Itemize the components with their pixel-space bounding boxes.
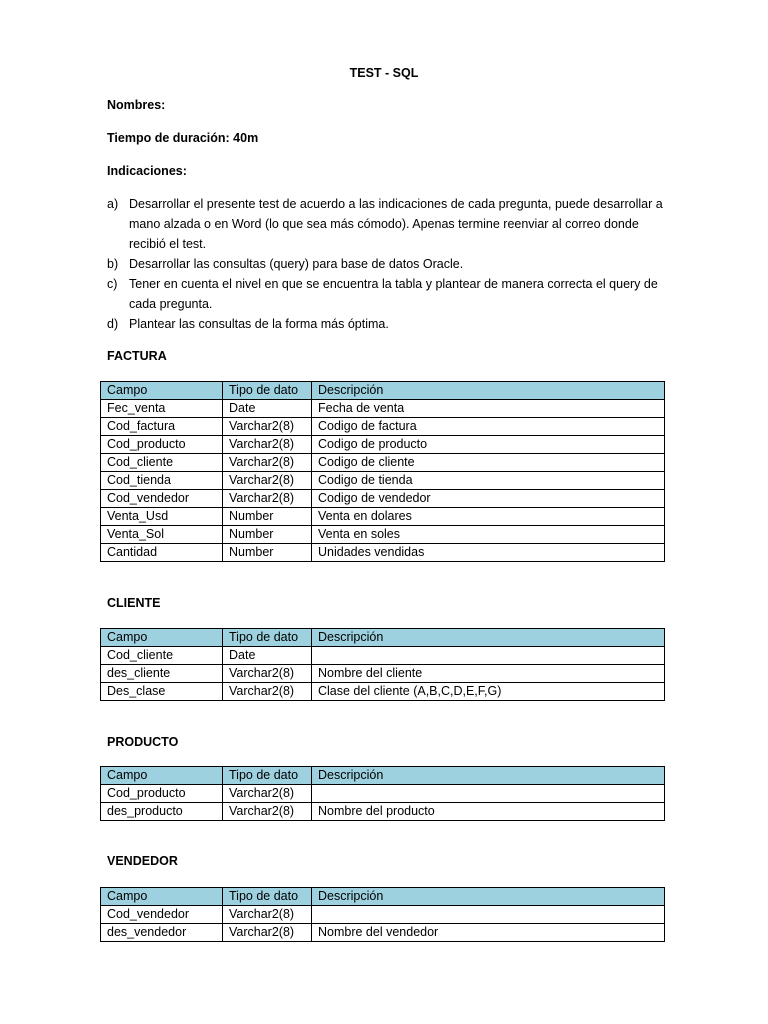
header-campo: Campo: [101, 629, 223, 647]
cell-tipo: Varchar2(8): [223, 490, 312, 508]
cell-campo: des_vendedor: [101, 924, 223, 942]
instruction-text: Plantear las consultas de la forma más óptima.: [129, 317, 389, 331]
cell-campo: Cod_vendedor: [101, 906, 223, 924]
cliente-title: CLIENTE: [107, 596, 161, 610]
factura-title: FACTURA: [107, 349, 167, 363]
table-row: [101, 803, 665, 821]
instruction-marker: b): [107, 257, 119, 271]
producto-title: PRODUCTO: [107, 735, 179, 749]
cell-descripcion: Nombre del vendedor: [312, 924, 665, 942]
header-campo: Campo: [101, 382, 223, 400]
cell-campo: Cod_cliente: [101, 647, 223, 665]
instruction-item: [107, 254, 667, 274]
cell-descripcion: Clase del cliente (A,B,C,D,E,F,G): [312, 683, 665, 701]
cell-descripcion: [312, 906, 665, 924]
instruction-marker: a): [107, 197, 119, 211]
cell-campo: Fec_venta: [101, 400, 223, 418]
cell-tipo: Number: [223, 544, 312, 562]
cell-tipo: Varchar2(8): [223, 472, 312, 490]
cell-campo: des_cliente: [101, 665, 223, 683]
cell-descripcion: Fecha de venta: [312, 400, 665, 418]
cell-tipo: Varchar2(8): [223, 785, 312, 803]
header-tipo: Tipo de dato: [223, 767, 312, 785]
instruction-text: Tener en cuenta el nivel en que se encuentra la tabla y plantear de manera correcta el query de cada pregunta.: [129, 277, 658, 311]
header-campo: Campo: [101, 767, 223, 785]
instruction-text: Desarrollar las consultas (query) para base de datos Oracle.: [129, 257, 464, 271]
cell-descripcion: Codigo de vendedor: [312, 490, 665, 508]
cliente-table: [100, 628, 665, 701]
table-row: [101, 683, 665, 701]
table-row: [101, 647, 665, 665]
cell-campo: Cod_producto: [101, 436, 223, 454]
cell-descripcion: Venta en soles: [312, 526, 665, 544]
table-header-row: [101, 888, 665, 906]
cell-descripcion: Codigo de tienda: [312, 472, 665, 490]
nombres-label: Nombres:: [107, 98, 166, 112]
cell-tipo: Varchar2(8): [223, 683, 312, 701]
cell-descripcion: [312, 785, 665, 803]
vendedor-title: VENDEDOR: [107, 854, 178, 868]
tiempo-label: Tiempo de duración: 40m: [107, 131, 259, 145]
header-descripcion: Descripción: [312, 629, 665, 647]
instruction-text: Desarrollar el presente test de acuerdo a las indicaciones de cada pregunta, puede desarrollar a mano alzada o en Word (lo que sea más cómodo). Apenas termine reenviar al correo donde recibió el test.: [129, 197, 663, 251]
cell-tipo: Varchar2(8): [223, 665, 312, 683]
instruction-item: [107, 194, 667, 254]
header-tipo: Tipo de dato: [223, 629, 312, 647]
cell-descripcion: Codigo de factura: [312, 418, 665, 436]
table-row: [101, 418, 665, 436]
cell-tipo: Varchar2(8): [223, 454, 312, 472]
table-row: [101, 785, 665, 803]
cell-tipo: Varchar2(8): [223, 924, 312, 942]
header-tipo: Tipo de dato: [223, 382, 312, 400]
cell-tipo: Varchar2(8): [223, 906, 312, 924]
cell-campo: Cod_producto: [101, 785, 223, 803]
table-row: [101, 400, 665, 418]
cell-campo: Des_clase: [101, 683, 223, 701]
cell-descripcion: Venta en dolares: [312, 508, 665, 526]
cell-tipo: Date: [223, 400, 312, 418]
table-row: [101, 665, 665, 683]
vendedor-table: [100, 887, 665, 942]
cell-descripcion: Codigo de producto: [312, 436, 665, 454]
cell-descripcion: Codigo de cliente: [312, 454, 665, 472]
producto-table: [100, 766, 665, 821]
header-descripcion: Descripción: [312, 767, 665, 785]
cell-descripcion: [312, 647, 665, 665]
cell-campo: Cod_tienda: [101, 472, 223, 490]
indicaciones-label: Indicaciones:: [107, 164, 187, 178]
header-descripcion: Descripción: [312, 382, 665, 400]
cell-descripcion: Nombre del cliente: [312, 665, 665, 683]
header-descripcion: Descripción: [312, 888, 665, 906]
factura-table: [100, 381, 665, 562]
cell-campo: des_producto: [101, 803, 223, 821]
table-row: [101, 508, 665, 526]
cell-campo: Cantidad: [101, 544, 223, 562]
cell-tipo: Number: [223, 526, 312, 544]
header-campo: Campo: [101, 888, 223, 906]
cell-tipo: Number: [223, 508, 312, 526]
table-row: [101, 472, 665, 490]
table-header-row: [101, 767, 665, 785]
table-row: [101, 436, 665, 454]
table-row: [101, 924, 665, 942]
instruction-item: [107, 274, 667, 314]
table-row: [101, 490, 665, 508]
cell-tipo: Varchar2(8): [223, 803, 312, 821]
table-header-row: [101, 629, 665, 647]
table-row: [101, 526, 665, 544]
table-row: [101, 544, 665, 562]
table-row: [101, 906, 665, 924]
instructions-list: [107, 194, 667, 334]
cell-campo: Cod_cliente: [101, 454, 223, 472]
instruction-marker: d): [107, 317, 119, 331]
cell-tipo: Date: [223, 647, 312, 665]
cell-campo: Cod_factura: [101, 418, 223, 436]
instruction-marker: c): [107, 277, 118, 291]
header-tipo: Tipo de dato: [223, 888, 312, 906]
table-header-row: [101, 382, 665, 400]
table-row: [101, 454, 665, 472]
cell-tipo: Varchar2(8): [223, 418, 312, 436]
document-title: TEST - SQL: [349, 66, 419, 80]
cell-descripcion: Unidades vendidas: [312, 544, 665, 562]
cell-tipo: Varchar2(8): [223, 436, 312, 454]
cell-descripcion: Nombre del producto: [312, 803, 665, 821]
cell-campo: Venta_Sol: [101, 526, 223, 544]
cell-campo: Venta_Usd: [101, 508, 223, 526]
cell-campo: Cod_vendedor: [101, 490, 223, 508]
instruction-item: [107, 314, 667, 334]
